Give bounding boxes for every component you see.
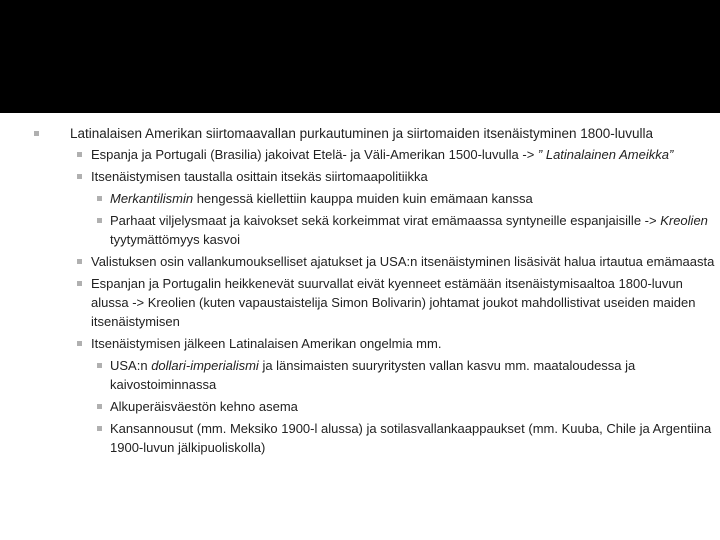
bullet-mercantilism: Merkantilismin hengessä kiellettiin kauppa muiden kuin emämaan kanssa <box>34 189 718 208</box>
bullet-background: Itsenäistymisen taustalla osittain itsekäs siirtomaapolitiikka <box>34 167 718 186</box>
bullet-uprisings: Kansannousut (mm. Meksiko 1900-l alussa) ja sotilasvallankaappaukset (mm. Kuuba, Chile ja Argentiina 1900-luvun jälkipuoliskolla) <box>34 419 718 457</box>
bullet-indigenous: Alkuperäisväestön kehno asema <box>34 397 718 416</box>
bullet-list <box>34 124 718 460</box>
bullet-independence-wave: Espanjan ja Portugalin heikkenevät suurvallat eivät kyenneet estämään itsenäistymisaaltoa 1800-luvun alussa -> Kreolien (kuten vapaustaistelija Simon Bolivarin) johtamat joukot mahdollistivat useiden maiden itsenäistymisen <box>34 274 718 331</box>
bullet-division: Espanja ja Portugali (Brasilia) jakoivat Etelä- ja Väli-Amerikan 1500-luvulla -> ” Latinalainen Ameikka” <box>34 145 718 164</box>
title-band <box>0 0 720 113</box>
bullet-dollar-imperialism: USA:n dollari-imperialismi ja länsimaisten suuryritysten vallan kasvu mm. maataloudessa ja kaivostoiminnassa <box>34 356 718 394</box>
bullet-enlightenment: Valistuksen osin vallankumoukselliset ajatukset ja USA:n itsenäistyminen lisäsivät halua irtautua emämaasta <box>34 252 718 271</box>
bullet-main-topic: Latinalaisen Amerikan siirtomaavallan purkautuminen ja siirtomaiden itsenäistyminen 1800-luvulla <box>34 124 718 143</box>
bullet-creoles: Parhaat viljelysmaat ja kaivokset sekä korkeimmat virat emämaassa syntyneille espanjaisille -> Kreolien tyytymättömyys kasvoi <box>34 211 718 249</box>
bullet-problems: Itsenäistymisen jälkeen Latinalaisen Amerikan ongelmia mm. <box>34 334 718 353</box>
